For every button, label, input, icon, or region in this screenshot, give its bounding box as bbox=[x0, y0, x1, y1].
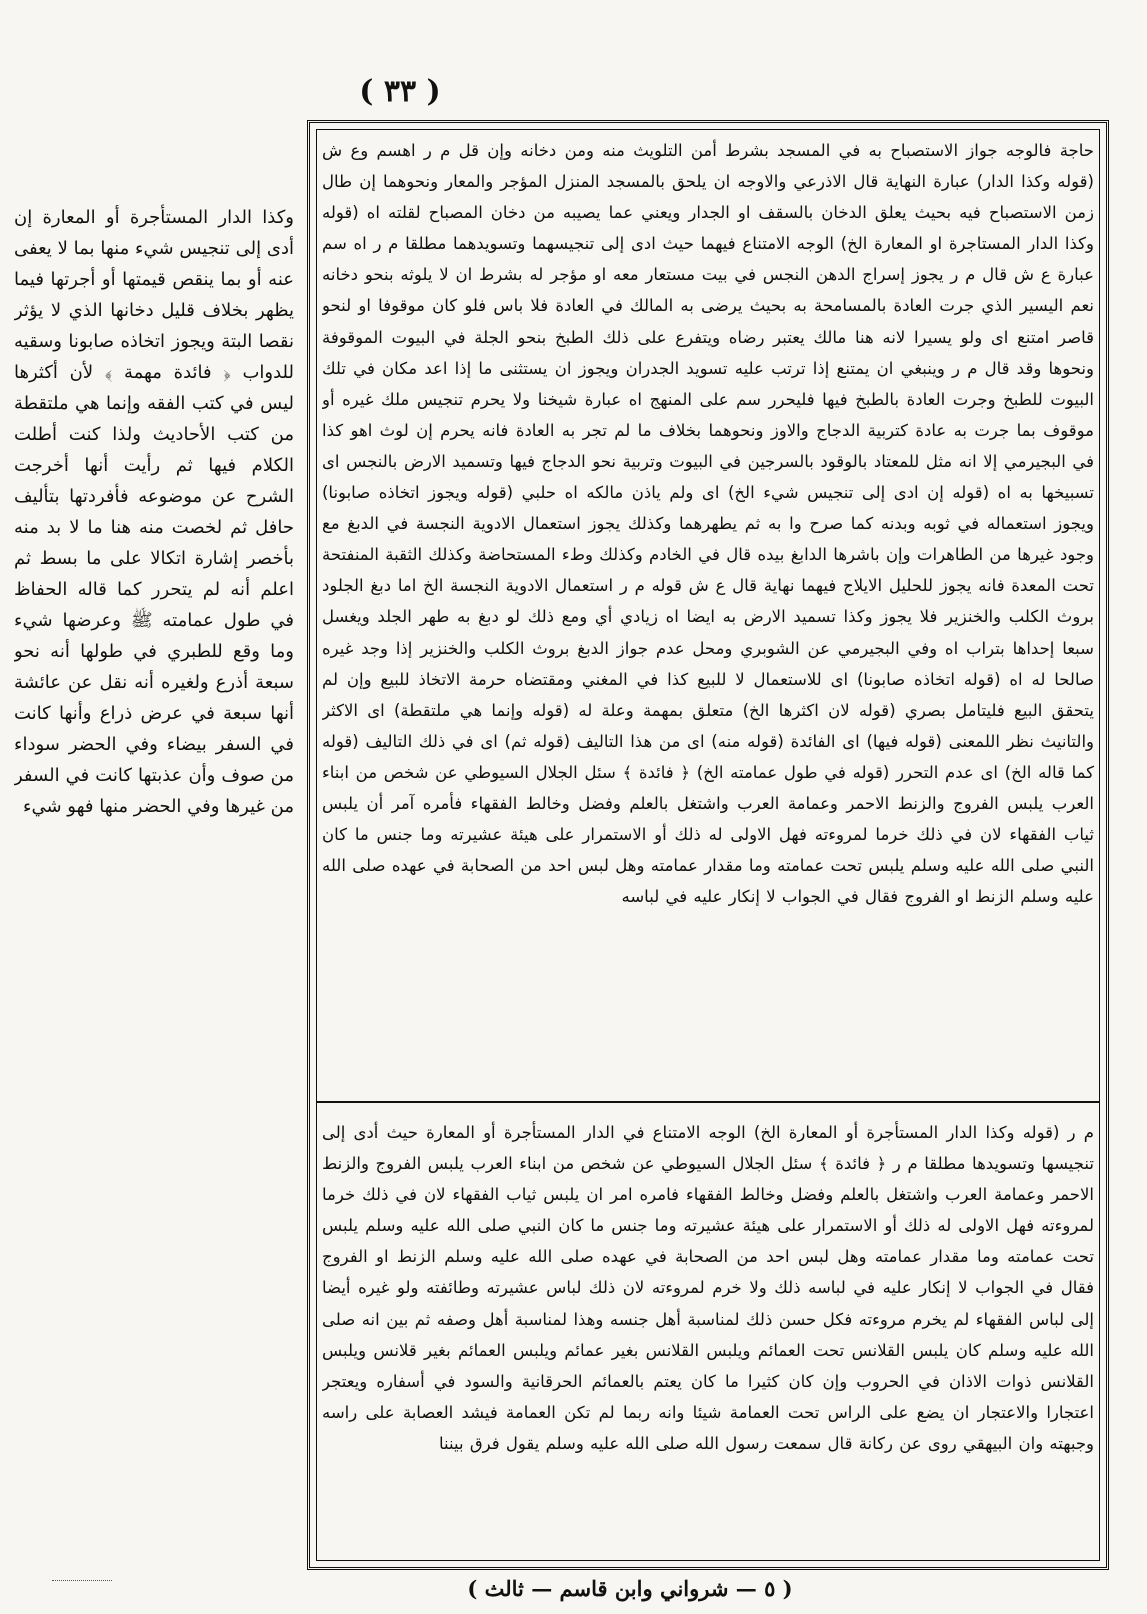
page-footer: ( ٥ — شرواني وابن قاسم — ثالث ) bbox=[467, 1576, 793, 1601]
commentary-lower: م ر (قوله وكذا الدار المستأجرة أو المعارة الخ) الوجه الامتناع في الدار المستأجرة أو المعارة حيث أدى إلى تنجيسها وتسويدها مطلقا م ر ﴿ فائدة ﴾ سئل الجلال السيوطي عن شخص من ابناء العرب يلبس الفروج والزنط الاحمر وعمامة العرب واشتغل بالعلم وفضل وخالط الفقهاء فامره امر ان يلبس ثياب الفقهاء لان في ذلك خرما لمروءته فهل الاولى له ذلك أو الاستمرار على هيئة عشيرته وما جنس ما كان النبي صلى الله عليه وسلم يلبس تحت عمامته وما مقدار عمامته وهل لبس احد من الصحابة في عهده صلى الله عليه وسلم الزنط او الفروج فقال في الجواب لا إنكار عليه في لباسه ذلك ولا خرم لمروءته لان ذلك لباس عشيرته وطائفته ولو غيره أيضا إلى لباس الفقهاء لم يخرم مروءته فكل حسن ذلك لمناسبة أهل جنسه وهذا لمناسبة أهل وصفه ثم بين انه صلى الله عليه وسلم كان يلبس القلانس تحت العمائم ويلبس القلانس بغير عمائم ويلبس العمائم بغير قلانس ويلبس القلانس ذوات الاذان في الحروب وإن كان كثيرا ما كان يعتم بالعمائم الحرقانية والسود في أسفاره ويعتجر اعتجارا والاعتجار ان يضع على الراس تحت العمامة شيئا وانه ربما لم تكن العمامة فيشد العصابة على راسه وجبهته وان البيهقي روى عن ركانة قال سمعت رسول الله صلى الله عليه وسلم يقول فرق بيننا bbox=[322, 1123, 1094, 1453]
margin-main-text: وكذا الدار المستأجرة أو المعارة إن أدى إلى تنجيس شيء منها بما لا يعفى عنه أو بما ينقص قيمتها أو أجرتها فيما يظهر بخلاف قليل دخانها الذي لا يؤثر نقصا البتة ويجوز اتخاذه صابونا وسقيه للدواب ﴿ فائدة مهمة ﴾ لأن أكثرها ليس في كتب الفقه وإنما هي ملتقطة من كتب الأحاديث ولذا كنت أطلت الكلام فيها ثم رأيت أنها أخرجت الشرح عن موضوعه فأفردتها بتأليف حافل ثم لخصت منه هنا ما لا بد منه بأخصر إشارة اتكالا على ما بسط ثم اعلم أنه لم يتحرر كما قاله الحفاظ في طول عمامته ﷺ وعرضها شيء وما وقع للطبري في طولها أنه نحو سبعة أذرع ولغيره أنه نقل عن عائشة أنها سبعة في عرض ذراع وأنها كانت في السفر بيضاء وفي الحضر سوداء من صوف وأن عذبتها كانت في السفر من غيرها وفي الحضر منها فهو شيء bbox=[14, 207, 294, 817]
commentary-upper: حاجة فالوجه جواز الاستصباح به في المسجد بشرط أمن التلويث منه ومن دخانه وإن قل م ر اهسم وع ش (قوله وكذا الدار) عبارة النهاية قال الاذرعي والاوجه ان يلحق بالمسجد المنزل المؤجر والمعار ونحوهما إن طال زمن الاستصباح فيه بحيث يعلق الدخان بالسقف او الجدار ويعني عما يصيبه من دخان المصباح لقلته اه (قوله وكذا الدار المستاجرة او المعارة الخ) الوجه الامتناع فيهما حيث ادى إلى تنجيسهما وتسويدهما مطلقا م ر اه سم عبارة ع ش قال م ر يجوز إسراج الدهن النجس في بيت مستعار معه او مؤجر له بشرط ان لا يلوثه بنحو دخانه نعم اليسير الذي جرت العادة بالمسامحة به بحيث يرضى به المالك في العادة فلا باس فلو كان موقوفا او لنحو قاصر امتنع اى ولو يسيرا لانه هنا مالك يعتبر رضاه ويتفرع على ذلك الطبخ بنحو الجلة في البيوت الموقوفة ونحوها وقد قال م ر وينبغي ان يمتنع إذا ترتب عليه تسويد الجدران ويجوز ان يستثنى ما إذا اعد مكان في تلك البيوت للطبخ وجرت العادة بالطبخ فيها فليحرر سم على المنهج اه عبارة شيخنا ولا يحرم تنجيس ملك غيره أو موقوف بما جرت به عادة كتربية الدجاج والاوز ونحوهما بخلاف ما لم تجر به العادة فانه يحرم إن لوث اهو كذا في البجيرمي إلا انه مثل للمعتاد بالوقود بالسرجين في البيوت وتربية نحو الدجاج فيها وتسميد الارض بالنجس اى تسبيخها به اه (قوله إن ادى إلى تنجيس شيء الخ) اى ولم ياذن مالكه اه حلبي (قوله ويجوز اتخاذه صابونا) ويجوز استعماله في ثوبه وبدنه كما صرح وا به ثم يطهرهما وكذلك يجوز استعمال الادوية النجسة في الدبغ مع وجود غيرها من الطاهرات وإن باشرها الدابغ بيده قال في الخادم وكذلك وطء المستحاضة وكذلك الثقبة المنفتحة تحت المعدة فانه يجوز للحليل الايلاج فيهما نهاية قال ع ش قوله م ر استعمال الادوية النجسة الخ اما دبغ الجلود بروث الكلب والخنزير فلا يجوز وكذا تسميد الارض به ايضا اه زيادي أي ومع ذلك لو دبغ به طهر الجلد ويغسل سبعا إحداها بتراب اه وفي البجيرمي عن الشوبري ومحل عدم جواز الدبغ بروث الكلب والخنزير إذا وجد غيره صالحا له اه (قوله اتخاذه صابونا) اى للاستعمال لا للبيع كذا في المغني ومقتضاه حرمة الاتخاذ للبيع وإن لم يتحقق البيع فليتامل بصري (قوله لان اكثرها الخ) متعلق بمهمة وعلة له (قوله وإنما هي ملتقطة) اى الاكثر والتانيث نظر اللمعنى (قوله فيها) اى الفائدة (قوله منه) اى من هذا التاليف (قوله ثم) اى في ذلك التاليف (قوله كما قاله الخ) اى عدم التحرر (قوله في طول عمامته الخ) ﴿ فائدة ﴾ سئل الجلال السيوطي عن شخص من ابناء العرب يلبس الفروج والزنط الاحمر وعمامة العرب واشتغل بالعلم وفضل وخالط الفقهاء فأمره آمر أن يلبس ثياب الفقهاء لان في ذلك خرما لمروءته فهل الاولى له ذلك أو الاستمرار على هيئة عشيرته وما جنس ما كان النبي صلى الله عليه وسلم يلبس تحت عمامته وما مقدار عمامته وهل لبس احد من الصحابة في عهده صلى الله عليه وسلم الزنط او الفروج فقال في الجواب لا إنكار عليه في لباسه bbox=[322, 141, 1094, 907]
scan-mark bbox=[52, 1580, 112, 1585]
section-divider bbox=[316, 1101, 1100, 1103]
main-text-frame bbox=[307, 120, 1109, 1570]
page-number: ( ٣٣ ) bbox=[359, 74, 441, 109]
